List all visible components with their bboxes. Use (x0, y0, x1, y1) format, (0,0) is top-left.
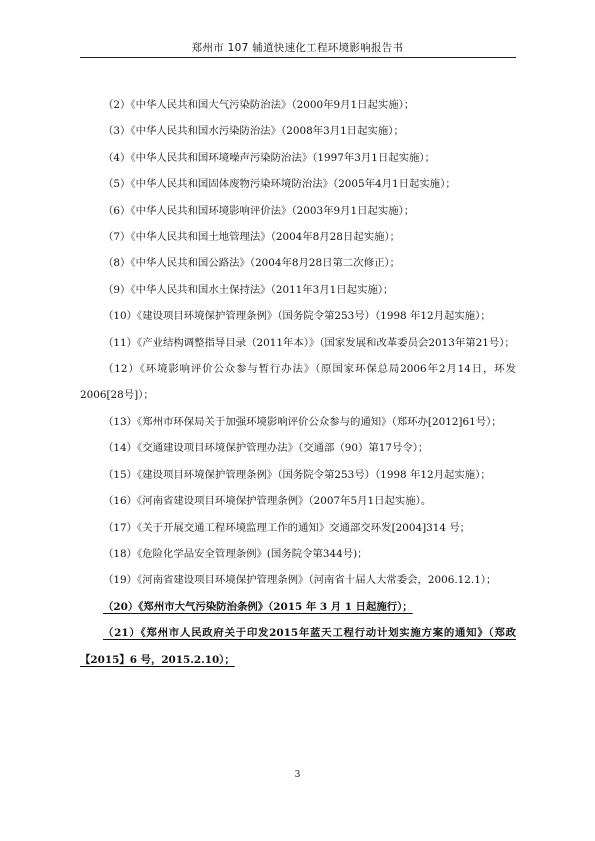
list-item: （6）《中华人民共和国环境影响评价法》（2003年9月1日起实施）； (103, 204, 415, 217)
list-item: （19）《河南省建设项目环境保护管理条例》（河南省十届人大常委会，2006.12.1）； (103, 574, 497, 587)
list-item: （15）《建设项目环境保护管理条例》（国务院令第253号）（1998 年12月起实施）； (103, 468, 491, 481)
list-item: （13）《郑州市环保局关于加强环境影响评价公众参与的通知》（郑环办[2012]61号）； (103, 415, 502, 428)
list-item: （17）《关于开展交通工程环境监理工作的通知》交通部交环发[2004]314 号； (103, 521, 471, 534)
list-item: （11）《产业结构调整指导目录（2011年本）》（国家发展和改革委员会2013年第21号）； (103, 336, 515, 349)
list-item: （7）《中华人民共和国土地管理法》（2004年8月28日起实施）； (103, 231, 401, 244)
list-item: （14）《交通建设项目环境保护管理办法》（交通部（90）第17号令）； (103, 442, 429, 455)
list-item: （18）《危险化学品安全管理条例》(国务院令第344号)； (103, 547, 368, 560)
list-item: （16）《河南省建设项目环境保护管理条例》（2007年5月1日起实施）。 (103, 495, 432, 508)
list-item-highlighted: （21）《郑州市人民政府关于印发2015年蓝天工程行动计划实施方案的通知》（郑政【2015】6 号，2015.2.10）； (80, 627, 516, 666)
header-rule (80, 57, 516, 58)
list-item: （3）《中华人民共和国水污染防治法》（2008年3月1日起实施）； (103, 125, 404, 138)
list-item: （4）《中华人民共和国环境噪声污染防治法》（1997年3月1日起实施）； (103, 151, 436, 164)
document-body (80, 92, 516, 673)
list-item: （2）《中华人民共和国大气污染防治法》（2000年9月1日起实施）； (103, 99, 415, 111)
page-header-title: 郑州市 107 辅道快速化工程环境影响报告书 (191, 42, 404, 54)
list-item: （10）《建设项目环境保护管理条例》（国务院令第253号）（1998 年12月起实施）； (103, 310, 491, 323)
page-number: 3 (294, 770, 301, 780)
list-item: （8）《中华人民共和国公路法》（2004年8月28日第二次修正）； (103, 257, 401, 270)
list-item-highlighted: （20）《郑州市大气污染防治条例》（2015 年 3 月 1 日起施行）； (103, 600, 413, 613)
list-item: （12）《环境影响评价公众参与暂行办法》（原国家环保总局2006年2月14日，环发2006[28号]）； (80, 363, 516, 402)
list-item: （5）《中华人民共和国固体废物污染环境防治法》（2005年4月1日起实施）； (103, 178, 456, 191)
list-item: （9）《中华人民共和国水土保持法》（2011年3月1日起实施）； (103, 283, 394, 296)
